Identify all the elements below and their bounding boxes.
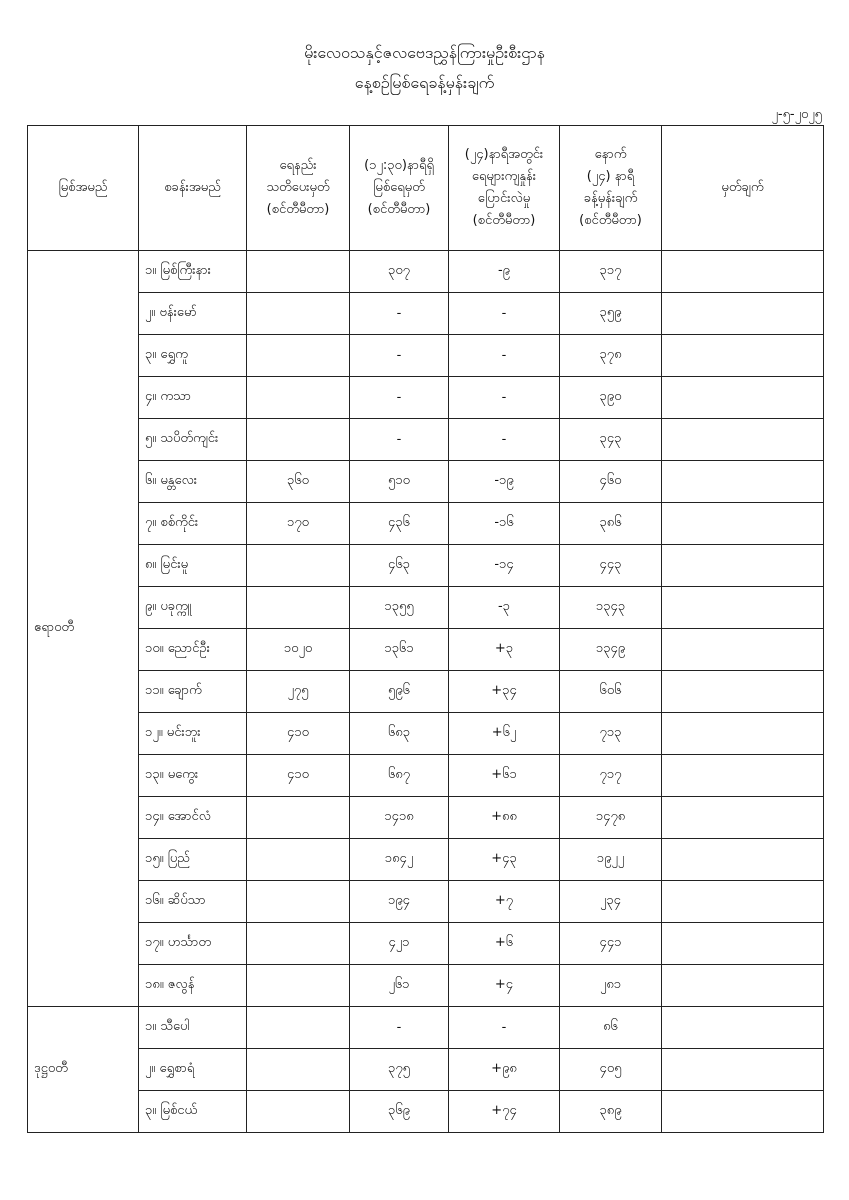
warning-level-cell: ၄၁၀: [247, 755, 350, 797]
forecast-cell: ၃၈၆: [560, 503, 662, 545]
remark-cell: [662, 713, 824, 755]
remark-cell: [662, 923, 824, 965]
forecast-cell: ၁၃၄၉: [560, 629, 662, 671]
remark-cell: [662, 965, 824, 1007]
warning-level-cell: [247, 965, 350, 1007]
warning-level-cell: ၂၇၅: [247, 671, 350, 713]
water-level-cell: ၁၉၄: [350, 881, 449, 923]
forecast-cell: ၂၈၁: [560, 965, 662, 1007]
water-level-cell: ၁၃၅၅: [350, 587, 449, 629]
table-row: [28, 461, 824, 503]
remark-cell: [662, 335, 824, 377]
remark-cell: [662, 293, 824, 335]
page-title: မိုးလေဝသနှင့်ဇလဗေဒညွှန်ကြားမှုဦးစီးဌာန: [304, 43, 545, 62]
remark-cell: [662, 671, 824, 713]
station-cell: ၃။ ရွှေကူ: [139, 335, 247, 377]
warning-level-cell: [247, 923, 350, 965]
remark-cell: [662, 629, 824, 671]
table-body: [28, 251, 824, 1133]
warning-level-cell: ၁၇၀: [247, 503, 350, 545]
station-cell: ၆။ မန္တလေး: [139, 461, 247, 503]
change-cell: -: [449, 1007, 560, 1049]
change-cell: +၃၄: [449, 671, 560, 713]
water-level-cell: ၆၈၃: [350, 713, 449, 755]
table-row: [28, 797, 824, 839]
water-level-cell: -: [350, 1007, 449, 1049]
table-row: [28, 251, 824, 293]
table-row: [28, 503, 824, 545]
table-row: [28, 881, 824, 923]
water-level-cell: ၁၈၄၂: [350, 839, 449, 881]
table-row: [28, 293, 824, 335]
station-cell: ၄။ ကသာ: [139, 377, 247, 419]
warning-level-cell: [247, 839, 350, 881]
table-row: [28, 629, 824, 671]
change-cell: +၆၂: [449, 713, 560, 755]
remark-cell: [662, 461, 824, 503]
warning-level-cell: [247, 797, 350, 839]
forecast-cell: ၂၃၄: [560, 881, 662, 923]
remark-cell: [662, 1091, 824, 1133]
header-river: မြစ်အမည်: [28, 126, 139, 251]
station-cell: ၁၅။ ပြည်: [139, 839, 247, 881]
station-cell: ၅။ သပိတ်ကျင်း: [139, 419, 247, 461]
table-row: [28, 755, 824, 797]
forecast-cell: ၃၈၉: [560, 1091, 662, 1133]
water-level-cell: ၂၆၁: [350, 965, 449, 1007]
table-row: [28, 587, 824, 629]
change-cell: +၈၈: [449, 797, 560, 839]
change-cell: +၆၁: [449, 755, 560, 797]
change-cell: -၉: [449, 251, 560, 293]
forecast-cell: ၃၁၇: [560, 251, 662, 293]
station-cell: ၈။ မြင်းမူ: [139, 545, 247, 587]
water-level-cell: ၄၆၃: [350, 545, 449, 587]
forecast-cell: ၃၅၉: [560, 293, 662, 335]
station-cell: ၁၆။ ဆိပ်သာ: [139, 881, 247, 923]
station-cell: ၁၀။ ညောင်ဦး: [139, 629, 247, 671]
change-cell: -: [449, 377, 560, 419]
change-cell: -၃: [449, 587, 560, 629]
forecast-cell: ၄၀၅: [560, 1049, 662, 1091]
remark-cell: [662, 1049, 824, 1091]
station-cell: ၂။ ဗန်းမော်: [139, 293, 247, 335]
water-level-cell: ၁၄၁၈: [350, 797, 449, 839]
change-cell: +၄၃: [449, 839, 560, 881]
table-row: [28, 1049, 824, 1091]
remark-cell: [662, 419, 824, 461]
warning-level-cell: [247, 335, 350, 377]
warning-level-cell: [247, 1007, 350, 1049]
water-level-cell: ၅၁၀: [350, 461, 449, 503]
forecast-cell: ၁၉၂၂: [560, 839, 662, 881]
change-cell: -၁၆: [449, 503, 560, 545]
change-cell: +၄: [449, 965, 560, 1007]
river-forecast-table: [27, 125, 824, 1133]
remark-cell: [662, 377, 824, 419]
station-cell: ၁၄။ အောင်လံ: [139, 797, 247, 839]
remark-cell: [662, 251, 824, 293]
forecast-cell: ၇၁၃: [560, 713, 662, 755]
water-level-cell: ၄၃၆: [350, 503, 449, 545]
header-forecast: နောက် (၂၄) နာရီ ခန့်မှန်းချက် (စင်တီမီတာ): [560, 126, 662, 251]
remark-cell: [662, 839, 824, 881]
page-subtitle: နေ့စဉ်မြစ်ရေခန့်မှန်းချက်: [354, 73, 495, 92]
change-cell: +၇: [449, 881, 560, 923]
station-cell: ၇။ စစ်ကိုင်း: [139, 503, 247, 545]
remark-cell: [662, 587, 824, 629]
warning-level-cell: [247, 251, 350, 293]
change-cell: -၁၉: [449, 461, 560, 503]
warning-level-cell: [247, 293, 350, 335]
water-level-cell: ၃၆၉: [350, 1091, 449, 1133]
water-level-cell: ၅၉၆: [350, 671, 449, 713]
station-cell: ၁။ မြစ်ကြီးနား: [139, 251, 247, 293]
remark-cell: [662, 1007, 824, 1049]
station-cell: ၉။ ပခုက္ကူ: [139, 587, 247, 629]
table-row: [28, 965, 824, 1007]
change-cell: -၁၄: [449, 545, 560, 587]
warning-level-cell: ၃၆၀: [247, 461, 350, 503]
station-cell: ၂။ ရွှေစာရံ: [139, 1049, 247, 1091]
change-cell: -: [449, 419, 560, 461]
remark-cell: [662, 881, 824, 923]
table-row: [28, 713, 824, 755]
remark-cell: [662, 797, 824, 839]
water-level-cell: ၆၈၇: [350, 755, 449, 797]
table-row: [28, 671, 824, 713]
station-cell: ၁။ သီပေါ: [139, 1007, 247, 1049]
forecast-cell: ၃၄၃: [560, 419, 662, 461]
table-row: [28, 1007, 824, 1049]
station-cell: ၁၇။ ဟင်္သာတ: [139, 923, 247, 965]
water-level-cell: -: [350, 335, 449, 377]
station-cell: ၁၁။ ချောက်: [139, 671, 247, 713]
warning-level-cell: [247, 1091, 350, 1133]
station-cell: ၁၃။ မကွေး: [139, 755, 247, 797]
warning-level-cell: ၄၁၀: [247, 713, 350, 755]
change-cell: +၃: [449, 629, 560, 671]
warning-level-cell: [247, 545, 350, 587]
forecast-cell: ၃၉၀: [560, 377, 662, 419]
table-row: [28, 923, 824, 965]
table-row: [28, 419, 824, 461]
warning-level-cell: ၁၀၂၀: [247, 629, 350, 671]
change-cell: +၇၄: [449, 1091, 560, 1133]
header-remark: မှတ်ချက်: [662, 126, 824, 251]
header-warning-level: ရေနည်း သတိပေးမှတ် (စင်တီမီတာ): [247, 126, 350, 251]
warning-level-cell: [247, 881, 350, 923]
report-date: ၂-၅-၂၀၂၅: [771, 107, 822, 122]
remark-cell: [662, 503, 824, 545]
change-cell: +၉၈: [449, 1049, 560, 1091]
table-row: [28, 1091, 824, 1133]
change-cell: -: [449, 293, 560, 335]
forecast-cell: ၄၆၀: [560, 461, 662, 503]
warning-level-cell: [247, 419, 350, 461]
water-level-cell: ၄၂၁: [350, 923, 449, 965]
water-level-cell: ၃၀၇: [350, 251, 449, 293]
water-level-cell: -: [350, 293, 449, 335]
table-row: [28, 545, 824, 587]
forecast-cell: ၁၄၇၈: [560, 797, 662, 839]
warning-level-cell: [247, 587, 350, 629]
station-cell: ၁၈။ ဇလွန်: [139, 965, 247, 1007]
change-cell: +၆: [449, 923, 560, 965]
forecast-cell: ၄၄၁: [560, 923, 662, 965]
table-row: [28, 377, 824, 419]
forecast-cell: ၈၆: [560, 1007, 662, 1049]
header-station: စခန်းအမည်: [139, 126, 247, 251]
water-level-cell: -: [350, 377, 449, 419]
remark-cell: [662, 755, 824, 797]
station-cell: ၃။ မြစ်ငယ်: [139, 1091, 247, 1133]
forecast-cell: ၁၃၄၃: [560, 587, 662, 629]
table-header-row: [28, 126, 824, 251]
change-cell: -: [449, 335, 560, 377]
remark-cell: [662, 545, 824, 587]
river-name-cell: ဧရာဝတီ: [28, 251, 139, 1007]
water-level-cell: ၁၃၆၁: [350, 629, 449, 671]
table-row: [28, 335, 824, 377]
station-cell: ၁၂။ မင်းဘူး: [139, 713, 247, 755]
header-change: (၂၄)နာရီအတွင်း ရေများကျနှုန်း ပြောင်းလဲမှု (စင်တီမီတာ): [449, 126, 560, 251]
forecast-cell: ၃၇၈: [560, 335, 662, 377]
warning-level-cell: [247, 1049, 350, 1091]
water-level-cell: -: [350, 419, 449, 461]
table-row: [28, 839, 824, 881]
forecast-cell: ၆၀၆: [560, 671, 662, 713]
forecast-cell: ၇၁၇: [560, 755, 662, 797]
water-level-cell: ၃၇၅: [350, 1049, 449, 1091]
header-water-level: (၁၂:၃၀)နာရီရှိ မြစ်ရေမှတ် (စင်တီမီတာ): [350, 126, 449, 251]
warning-level-cell: [247, 377, 350, 419]
forecast-cell: ၄၄၃: [560, 545, 662, 587]
river-name-cell: ဒုဋ္ဌဝတီ: [28, 1007, 139, 1133]
